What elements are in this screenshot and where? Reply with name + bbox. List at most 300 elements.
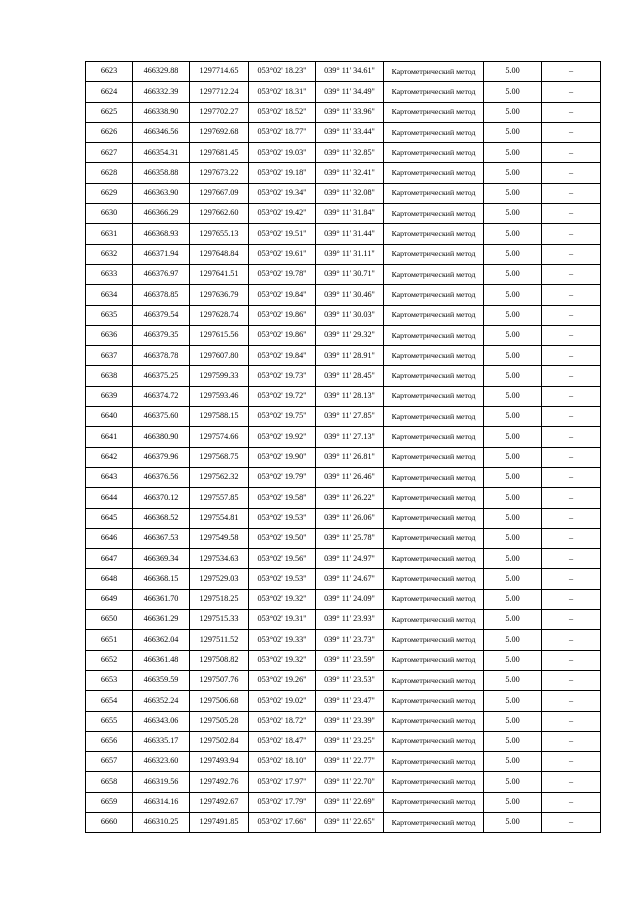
point-number-cell: 6626 <box>86 122 133 142</box>
table-row <box>86 204 601 224</box>
y-coordinate-cell: 1297554.81 <box>190 508 249 528</box>
point-number-cell: 6628 <box>86 163 133 183</box>
latitude-cell: 053°02' 19.79" <box>249 467 316 487</box>
point-number-cell: 6638 <box>86 366 133 386</box>
x-coordinate-cell: 466361.70 <box>133 589 190 609</box>
table-row <box>86 670 601 690</box>
x-coordinate-cell: 466363.90 <box>133 183 190 203</box>
y-coordinate-cell: 1297641.51 <box>190 264 249 284</box>
latitude-cell: 053°02' 18.77" <box>249 122 316 142</box>
latitude-cell: 053°02' 19.03" <box>249 143 316 163</box>
y-coordinate-cell: 1297511.52 <box>190 630 249 650</box>
longitude-cell: 039° 11' 32.08" <box>316 183 384 203</box>
latitude-cell: 053°02' 17.66" <box>249 812 316 832</box>
table-row <box>86 163 601 183</box>
accuracy-cell: 5.00 <box>484 224 542 244</box>
table-row <box>86 305 601 325</box>
latitude-cell: 053°02' 19.72" <box>249 386 316 406</box>
method-cell: Картометрический метод <box>384 305 484 325</box>
point-number-cell: 6632 <box>86 244 133 264</box>
longitude-cell: 039° 11' 27.85" <box>316 407 384 427</box>
latitude-cell: 053°02' 19.86" <box>249 305 316 325</box>
accuracy-cell: 5.00 <box>484 427 542 447</box>
accuracy-cell: 5.00 <box>484 264 542 284</box>
method-cell: Картометрический метод <box>384 792 484 812</box>
accuracy-cell: 5.00 <box>484 204 542 224</box>
x-coordinate-cell: 466329.88 <box>133 62 190 82</box>
longitude-cell: 039° 11' 34.49" <box>316 82 384 102</box>
accuracy-cell: 5.00 <box>484 285 542 305</box>
latitude-cell: 053°02' 19.84" <box>249 346 316 366</box>
y-coordinate-cell: 1297502.84 <box>190 731 249 751</box>
method-cell: Картометрический метод <box>384 549 484 569</box>
table-row <box>86 244 601 264</box>
longitude-cell: 039° 11' 30.71" <box>316 264 384 284</box>
y-coordinate-cell: 1297534.63 <box>190 549 249 569</box>
point-number-cell: 6657 <box>86 752 133 772</box>
note-cell: – <box>542 407 601 427</box>
y-coordinate-cell: 1297681.45 <box>190 143 249 163</box>
table-row <box>86 488 601 508</box>
accuracy-cell: 5.00 <box>484 244 542 264</box>
latitude-cell: 053°02' 19.31" <box>249 610 316 630</box>
method-cell: Картометрический метод <box>384 366 484 386</box>
x-coordinate-cell: 466374.72 <box>133 386 190 406</box>
longitude-cell: 039° 11' 31.44" <box>316 224 384 244</box>
longitude-cell: 039° 11' 28.13" <box>316 386 384 406</box>
table-row <box>86 447 601 467</box>
note-cell: – <box>542 305 601 325</box>
method-cell: Картометрический метод <box>384 122 484 142</box>
method-cell: Картометрический метод <box>384 711 484 731</box>
accuracy-cell: 5.00 <box>484 325 542 345</box>
x-coordinate-cell: 466378.78 <box>133 346 190 366</box>
note-cell: – <box>542 752 601 772</box>
point-number-cell: 6646 <box>86 528 133 548</box>
point-number-cell: 6625 <box>86 102 133 122</box>
y-coordinate-cell: 1297673.22 <box>190 163 249 183</box>
point-number-cell: 6629 <box>86 183 133 203</box>
x-coordinate-cell: 466319.56 <box>133 772 190 792</box>
method-cell: Картометрический метод <box>384 589 484 609</box>
method-cell: Картометрический метод <box>384 224 484 244</box>
method-cell: Картометрический метод <box>384 183 484 203</box>
note-cell: – <box>542 772 601 792</box>
method-cell: Картометрический метод <box>384 285 484 305</box>
longitude-cell: 039° 11' 23.59" <box>316 650 384 670</box>
point-number-cell: 6655 <box>86 711 133 731</box>
longitude-cell: 039° 11' 26.46" <box>316 467 384 487</box>
accuracy-cell: 5.00 <box>484 102 542 122</box>
note-cell: – <box>542 62 601 82</box>
latitude-cell: 053°02' 19.58" <box>249 488 316 508</box>
accuracy-cell: 5.00 <box>484 508 542 528</box>
accuracy-cell: 5.00 <box>484 630 542 650</box>
x-coordinate-cell: 466338.90 <box>133 102 190 122</box>
latitude-cell: 053°02' 19.92" <box>249 427 316 447</box>
y-coordinate-cell: 1297593.46 <box>190 386 249 406</box>
x-coordinate-cell: 466379.96 <box>133 447 190 467</box>
note-cell: – <box>542 285 601 305</box>
note-cell: – <box>542 650 601 670</box>
method-cell: Картометрический метод <box>384 325 484 345</box>
accuracy-cell: 5.00 <box>484 386 542 406</box>
note-cell: – <box>542 366 601 386</box>
note-cell: – <box>542 204 601 224</box>
method-cell: Картометрический метод <box>384 244 484 264</box>
method-cell: Картометрический метод <box>384 812 484 832</box>
accuracy-cell: 5.00 <box>484 305 542 325</box>
y-coordinate-cell: 1297636.79 <box>190 285 249 305</box>
point-number-cell: 6648 <box>86 569 133 589</box>
note-cell: – <box>542 467 601 487</box>
x-coordinate-cell: 466375.25 <box>133 366 190 386</box>
x-coordinate-cell: 466369.34 <box>133 549 190 569</box>
x-coordinate-cell: 466368.15 <box>133 569 190 589</box>
table-row <box>86 812 601 832</box>
y-coordinate-cell: 1297667.09 <box>190 183 249 203</box>
table-row <box>86 102 601 122</box>
accuracy-cell: 5.00 <box>484 610 542 630</box>
latitude-cell: 053°02' 19.73" <box>249 366 316 386</box>
table-row <box>86 711 601 731</box>
y-coordinate-cell: 1297607.80 <box>190 346 249 366</box>
accuracy-cell: 5.00 <box>484 447 542 467</box>
x-coordinate-cell: 466368.52 <box>133 508 190 528</box>
longitude-cell: 039° 11' 23.93" <box>316 610 384 630</box>
x-coordinate-cell: 466314.16 <box>133 792 190 812</box>
x-coordinate-cell: 466343.06 <box>133 711 190 731</box>
y-coordinate-cell: 1297662.60 <box>190 204 249 224</box>
point-number-cell: 6660 <box>86 812 133 832</box>
point-number-cell: 6643 <box>86 467 133 487</box>
longitude-cell: 039° 11' 25.78" <box>316 528 384 548</box>
longitude-cell: 039° 11' 34.61" <box>316 62 384 82</box>
table-row <box>86 224 601 244</box>
method-cell: Картометрический метод <box>384 569 484 589</box>
point-number-cell: 6654 <box>86 691 133 711</box>
note-cell: – <box>542 569 601 589</box>
accuracy-cell: 5.00 <box>484 163 542 183</box>
table-row <box>86 325 601 345</box>
method-cell: Картометрический метод <box>384 650 484 670</box>
method-cell: Картометрический метод <box>384 264 484 284</box>
note-cell: – <box>542 427 601 447</box>
longitude-cell: 039° 11' 30.46" <box>316 285 384 305</box>
accuracy-cell: 5.00 <box>484 650 542 670</box>
table-row <box>86 366 601 386</box>
point-number-cell: 6630 <box>86 204 133 224</box>
longitude-cell: 039° 11' 28.91" <box>316 346 384 366</box>
longitude-cell: 039° 11' 24.09" <box>316 589 384 609</box>
longitude-cell: 039° 11' 32.85" <box>316 143 384 163</box>
longitude-cell: 039° 11' 33.44" <box>316 122 384 142</box>
x-coordinate-cell: 466310.25 <box>133 812 190 832</box>
table-row <box>86 549 601 569</box>
point-number-cell: 6631 <box>86 224 133 244</box>
point-number-cell: 6635 <box>86 305 133 325</box>
latitude-cell: 053°02' 18.31" <box>249 82 316 102</box>
x-coordinate-cell: 466335.17 <box>133 731 190 751</box>
latitude-cell: 053°02' 17.97" <box>249 772 316 792</box>
longitude-cell: 039° 11' 23.47" <box>316 691 384 711</box>
y-coordinate-cell: 1297599.33 <box>190 366 249 386</box>
method-cell: Картометрический метод <box>384 143 484 163</box>
x-coordinate-cell: 466359.59 <box>133 670 190 690</box>
table-row <box>86 508 601 528</box>
latitude-cell: 053°02' 19.53" <box>249 569 316 589</box>
latitude-cell: 053°02' 19.32" <box>249 650 316 670</box>
method-cell: Картометрический метод <box>384 488 484 508</box>
method-cell: Картометрический метод <box>384 508 484 528</box>
point-number-cell: 6641 <box>86 427 133 447</box>
accuracy-cell: 5.00 <box>484 691 542 711</box>
method-cell: Картометрический метод <box>384 407 484 427</box>
latitude-cell: 053°02' 19.75" <box>249 407 316 427</box>
method-cell: Картометрический метод <box>384 82 484 102</box>
table-row <box>86 650 601 670</box>
y-coordinate-cell: 1297655.13 <box>190 224 249 244</box>
point-number-cell: 6627 <box>86 143 133 163</box>
longitude-cell: 039° 11' 27.13" <box>316 427 384 447</box>
y-coordinate-cell: 1297508.82 <box>190 650 249 670</box>
table-row <box>86 407 601 427</box>
point-number-cell: 6647 <box>86 549 133 569</box>
method-cell: Картометрический метод <box>384 467 484 487</box>
y-coordinate-cell: 1297557.85 <box>190 488 249 508</box>
method-cell: Картометрический метод <box>384 772 484 792</box>
point-number-cell: 6634 <box>86 285 133 305</box>
accuracy-cell: 5.00 <box>484 812 542 832</box>
accuracy-cell: 5.00 <box>484 589 542 609</box>
x-coordinate-cell: 466376.56 <box>133 467 190 487</box>
y-coordinate-cell: 1297491.85 <box>190 812 249 832</box>
point-number-cell: 6637 <box>86 346 133 366</box>
latitude-cell: 053°02' 19.78" <box>249 264 316 284</box>
y-coordinate-cell: 1297492.76 <box>190 772 249 792</box>
y-coordinate-cell: 1297588.15 <box>190 407 249 427</box>
x-coordinate-cell: 466323.60 <box>133 752 190 772</box>
longitude-cell: 039° 11' 24.67" <box>316 569 384 589</box>
method-cell: Картометрический метод <box>384 528 484 548</box>
y-coordinate-cell: 1297702.27 <box>190 102 249 122</box>
note-cell: – <box>542 346 601 366</box>
coordinates-table <box>85 61 601 833</box>
y-coordinate-cell: 1297648.84 <box>190 244 249 264</box>
note-cell: – <box>542 386 601 406</box>
note-cell: – <box>542 549 601 569</box>
note-cell: – <box>542 163 601 183</box>
y-coordinate-cell: 1297574.66 <box>190 427 249 447</box>
table-row <box>86 630 601 650</box>
latitude-cell: 053°02' 19.86" <box>249 325 316 345</box>
note-cell: – <box>542 264 601 284</box>
note-cell: – <box>542 122 601 142</box>
note-cell: – <box>542 691 601 711</box>
table-row <box>86 467 601 487</box>
latitude-cell: 053°02' 19.53" <box>249 508 316 528</box>
accuracy-cell: 5.00 <box>484 467 542 487</box>
table-row <box>86 528 601 548</box>
point-number-cell: 6624 <box>86 82 133 102</box>
note-cell: – <box>542 183 601 203</box>
point-number-cell: 6644 <box>86 488 133 508</box>
note-cell: – <box>542 82 601 102</box>
point-number-cell: 6659 <box>86 792 133 812</box>
y-coordinate-cell: 1297712.24 <box>190 82 249 102</box>
note-cell: – <box>542 731 601 751</box>
method-cell: Картометрический метод <box>384 691 484 711</box>
x-coordinate-cell: 466367.53 <box>133 528 190 548</box>
point-number-cell: 6656 <box>86 731 133 751</box>
point-number-cell: 6653 <box>86 670 133 690</box>
table-row <box>86 82 601 102</box>
note-cell: – <box>542 447 601 467</box>
method-cell: Картометрический метод <box>384 346 484 366</box>
longitude-cell: 039° 11' 23.73" <box>316 630 384 650</box>
point-number-cell: 6623 <box>86 62 133 82</box>
method-cell: Картометрический метод <box>384 752 484 772</box>
x-coordinate-cell: 466376.97 <box>133 264 190 284</box>
y-coordinate-cell: 1297549.58 <box>190 528 249 548</box>
note-cell: – <box>542 143 601 163</box>
table-row <box>86 752 601 772</box>
longitude-cell: 039° 11' 22.70" <box>316 772 384 792</box>
accuracy-cell: 5.00 <box>484 346 542 366</box>
longitude-cell: 039° 11' 26.22" <box>316 488 384 508</box>
y-coordinate-cell: 1297529.03 <box>190 569 249 589</box>
x-coordinate-cell: 466368.93 <box>133 224 190 244</box>
y-coordinate-cell: 1297518.25 <box>190 589 249 609</box>
x-coordinate-cell: 466358.88 <box>133 163 190 183</box>
longitude-cell: 039° 11' 22.77" <box>316 752 384 772</box>
note-cell: – <box>542 711 601 731</box>
longitude-cell: 039° 11' 33.96" <box>316 102 384 122</box>
accuracy-cell: 5.00 <box>484 731 542 751</box>
table-row <box>86 427 601 447</box>
longitude-cell: 039° 11' 32.41" <box>316 163 384 183</box>
longitude-cell: 039° 11' 22.69" <box>316 792 384 812</box>
accuracy-cell: 5.00 <box>484 772 542 792</box>
table-row <box>86 691 601 711</box>
latitude-cell: 053°02' 18.23" <box>249 62 316 82</box>
note-cell: – <box>542 589 601 609</box>
table-row <box>86 386 601 406</box>
method-cell: Картометрический метод <box>384 386 484 406</box>
note-cell: – <box>542 528 601 548</box>
y-coordinate-cell: 1297615.56 <box>190 325 249 345</box>
y-coordinate-cell: 1297568.75 <box>190 447 249 467</box>
coordinates-table-body <box>86 62 601 833</box>
latitude-cell: 053°02' 19.32" <box>249 589 316 609</box>
y-coordinate-cell: 1297493.94 <box>190 752 249 772</box>
method-cell: Картометрический метод <box>384 204 484 224</box>
x-coordinate-cell: 466380.90 <box>133 427 190 447</box>
point-number-cell: 6652 <box>86 650 133 670</box>
note-cell: – <box>542 630 601 650</box>
note-cell: – <box>542 812 601 832</box>
x-coordinate-cell: 466352.24 <box>133 691 190 711</box>
method-cell: Картометрический метод <box>384 610 484 630</box>
method-cell: Картометрический метод <box>384 62 484 82</box>
note-cell: – <box>542 792 601 812</box>
latitude-cell: 053°02' 19.33" <box>249 630 316 650</box>
note-cell: – <box>542 102 601 122</box>
point-number-cell: 6633 <box>86 264 133 284</box>
table-row <box>86 346 601 366</box>
point-number-cell: 6639 <box>86 386 133 406</box>
point-number-cell: 6636 <box>86 325 133 345</box>
longitude-cell: 039° 11' 30.03" <box>316 305 384 325</box>
latitude-cell: 053°02' 18.72" <box>249 711 316 731</box>
latitude-cell: 053°02' 19.51" <box>249 224 316 244</box>
longitude-cell: 039° 11' 29.32" <box>316 325 384 345</box>
x-coordinate-cell: 466362.04 <box>133 630 190 650</box>
accuracy-cell: 5.00 <box>484 569 542 589</box>
latitude-cell: 053°02' 19.50" <box>249 528 316 548</box>
accuracy-cell: 5.00 <box>484 82 542 102</box>
table-row <box>86 264 601 284</box>
table-row <box>86 143 601 163</box>
accuracy-cell: 5.00 <box>484 792 542 812</box>
point-number-cell: 6642 <box>86 447 133 467</box>
x-coordinate-cell: 466346.56 <box>133 122 190 142</box>
x-coordinate-cell: 466361.29 <box>133 610 190 630</box>
x-coordinate-cell: 466379.54 <box>133 305 190 325</box>
x-coordinate-cell: 466354.31 <box>133 143 190 163</box>
latitude-cell: 053°02' 19.56" <box>249 549 316 569</box>
table-row <box>86 610 601 630</box>
longitude-cell: 039° 11' 22.65" <box>316 812 384 832</box>
latitude-cell: 053°02' 19.42" <box>249 204 316 224</box>
note-cell: – <box>542 610 601 630</box>
latitude-cell: 053°02' 17.79" <box>249 792 316 812</box>
table-row <box>86 569 601 589</box>
note-cell: – <box>542 508 601 528</box>
longitude-cell: 039° 11' 28.45" <box>316 366 384 386</box>
longitude-cell: 039° 11' 24.97" <box>316 549 384 569</box>
y-coordinate-cell: 1297505.28 <box>190 711 249 731</box>
method-cell: Картометрический метод <box>384 427 484 447</box>
y-coordinate-cell: 1297515.33 <box>190 610 249 630</box>
longitude-cell: 039° 11' 31.11" <box>316 244 384 264</box>
accuracy-cell: 5.00 <box>484 143 542 163</box>
accuracy-cell: 5.00 <box>484 670 542 690</box>
table-row <box>86 62 601 82</box>
accuracy-cell: 5.00 <box>484 62 542 82</box>
point-number-cell: 6658 <box>86 772 133 792</box>
accuracy-cell: 5.00 <box>484 528 542 548</box>
point-number-cell: 6650 <box>86 610 133 630</box>
latitude-cell: 053°02' 18.52" <box>249 102 316 122</box>
method-cell: Картометрический метод <box>384 447 484 467</box>
accuracy-cell: 5.00 <box>484 752 542 772</box>
y-coordinate-cell: 1297492.67 <box>190 792 249 812</box>
y-coordinate-cell: 1297714.65 <box>190 62 249 82</box>
latitude-cell: 053°02' 18.10" <box>249 752 316 772</box>
note-cell: – <box>542 224 601 244</box>
x-coordinate-cell: 466361.48 <box>133 650 190 670</box>
point-number-cell: 6649 <box>86 589 133 609</box>
accuracy-cell: 5.00 <box>484 549 542 569</box>
latitude-cell: 053°02' 19.61" <box>249 244 316 264</box>
table-row <box>86 772 601 792</box>
table-row <box>86 731 601 751</box>
point-number-cell: 6640 <box>86 407 133 427</box>
longitude-cell: 039° 11' 26.06" <box>316 508 384 528</box>
accuracy-cell: 5.00 <box>484 122 542 142</box>
latitude-cell: 053°02' 19.84" <box>249 285 316 305</box>
